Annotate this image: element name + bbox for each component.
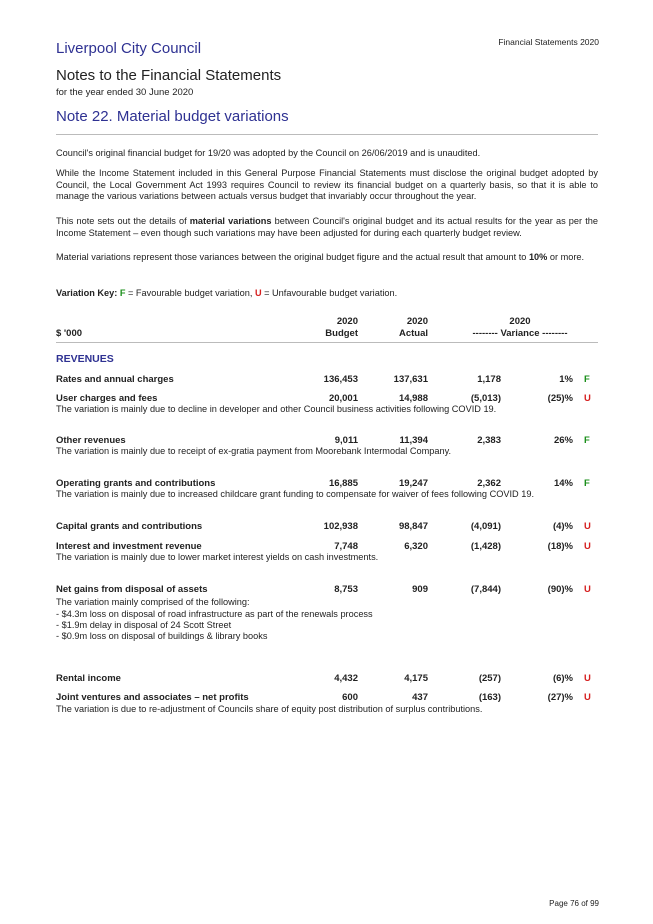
- row-interest-desc: The variation is mainly due to lower market interest yields on cash investments.: [56, 552, 379, 562]
- council-name: Liverpool City Council: [56, 40, 202, 57]
- row-net-gains-flag: U: [584, 584, 591, 595]
- row-user-charges-variance: (5,013): [470, 393, 501, 404]
- key-favourable-text: = Favourable budget variation,: [125, 288, 255, 298]
- row-rental-variance: (257): [478, 673, 501, 684]
- row-interest-pct: (18)%: [547, 541, 573, 552]
- row-operating-grants-flag: F: [584, 478, 590, 489]
- row-joint-ventures-variance: (163): [478, 692, 501, 703]
- row-other-revenues-budget: 9,011: [334, 435, 358, 446]
- row-other-revenues-pct: 26%: [553, 435, 573, 446]
- row-interest-budget: 7,748: [334, 541, 358, 552]
- row-rental-label: Rental income: [56, 673, 121, 684]
- p4-text-a: Material variations represent those variances between the original budget figure and the actual result that amount to: [56, 252, 529, 262]
- row-other-revenues-label: Other revenues: [56, 435, 126, 446]
- row-capital-grants-pct: (4)%: [552, 521, 573, 532]
- row-net-gains-variance: (7,844): [470, 584, 501, 595]
- intro-paragraph-1: Council's original financial budget for 19/20 was adopted by the Council on 26/06/2019 and is unaudited.: [56, 148, 481, 158]
- intro-paragraph-4: [56, 252, 598, 264]
- row-rental-actual: 4,175: [404, 673, 428, 684]
- budget-header: Budget: [325, 328, 358, 339]
- p4-bold: 10%: [528, 252, 548, 262]
- p3-text-c: between Council's original budget and its actual results for the year as per the Income Statement – even though such variations may have been adjusted for during each quarterly budget review.: [56, 216, 598, 238]
- row-rates-label: Rates and annual charges: [56, 374, 174, 385]
- row-rates-variance: 1,178: [477, 374, 501, 385]
- variation-key: [56, 288, 598, 300]
- row-rates-budget: 136,453: [323, 374, 358, 385]
- row-capital-grants-flag: U: [584, 521, 591, 532]
- revenues-heading: REVENUES: [56, 353, 114, 365]
- row-rental-pct: (6)%: [552, 673, 573, 684]
- row-other-revenues-actual: 11,394: [399, 435, 428, 446]
- intro-paragraph-3: [56, 216, 598, 239]
- row-operating-grants-variance: 2,362: [477, 478, 501, 489]
- row-rates-actual: 137,631: [393, 374, 428, 385]
- row-net-gains-label: Net gains from disposal of assets: [56, 584, 208, 595]
- row-joint-ventures-label: Joint ventures and associates – net profits: [56, 692, 249, 703]
- row-other-revenues-flag: F: [584, 435, 590, 446]
- row-operating-grants-budget: 16,885: [328, 478, 358, 489]
- row-capital-grants-variance: (4,091): [470, 521, 501, 532]
- actual-header: Actual: [398, 328, 428, 339]
- row-rental-budget: 4,432: [334, 673, 358, 684]
- period-subtitle: for the year ended 30 June 2020: [56, 87, 194, 98]
- row-joint-ventures-flag: U: [584, 692, 591, 703]
- row-user-charges-flag: U: [584, 393, 591, 404]
- row-other-revenues-variance: 2,383: [477, 435, 501, 446]
- p3-text-a: This note sets out the details of: [56, 216, 190, 226]
- table-header-divider: [56, 342, 598, 343]
- key-favourable-flag: F: [119, 288, 126, 298]
- intro-paragraph-2: While the Income Statement included in this General Purpose Financial Statements must disclose the original budget adopted by Council, the Local Government Act 1993 requires Council to review its financial budget on a quarterly basis, so that it is able to manage the various variations between actuals versus budget that invariably occur throughout the year.: [56, 168, 598, 202]
- row-user-charges-label: User charges and fees: [56, 393, 158, 404]
- row-interest-actual: 6,320: [404, 541, 428, 552]
- row-user-charges-actual: 14,988: [398, 393, 428, 404]
- net-gains-bullet-1: - $4.3m loss on disposal of road infrastructure as part of the renewals process: [56, 609, 373, 619]
- row-user-charges-budget: 20,001: [328, 393, 358, 404]
- row-joint-ventures-desc: The variation is due to re-adjustment of Councils share of equity post distribution of surplus contributions.: [56, 704, 483, 714]
- key-unfavourable-text: = Unfavourable budget variation.: [261, 288, 398, 298]
- key-unfavourable-flag: U: [254, 288, 262, 298]
- row-capital-grants-budget: 102,938: [323, 521, 358, 532]
- row-interest-label: Interest and investment revenue: [56, 541, 202, 552]
- note-title: Note 22. Material budget variations: [56, 108, 289, 125]
- header-divider: [56, 134, 598, 135]
- row-net-gains-actual: 909: [412, 584, 428, 595]
- row-interest-flag: U: [584, 541, 591, 552]
- budget-year: 2020: [336, 316, 358, 327]
- unit-label: $ '000: [56, 328, 83, 339]
- row-operating-grants-label: Operating grants and contributions: [56, 478, 216, 489]
- row-other-revenues-desc: The variation is mainly due to receipt of ex-gratia payment from Moorebank Intermodal Company.: [56, 446, 452, 456]
- row-joint-ventures-actual: 437: [412, 692, 428, 703]
- row-capital-grants-label: Capital grants and contributions: [56, 521, 203, 532]
- statement-label: Financial Statements 2020: [498, 37, 599, 47]
- actual-year: 2020: [406, 316, 428, 327]
- variance-year: 2020: [509, 316, 531, 327]
- row-rates-pct: 1%: [559, 374, 573, 385]
- row-rates-flag: F: [584, 374, 590, 385]
- row-net-gains-budget: 8,753: [334, 584, 358, 595]
- row-operating-grants-actual: 19,247: [398, 478, 428, 489]
- row-operating-grants-desc: The variation is mainly due to increased childcare grant funding to compensate for waiver of fees following COVID 19.: [56, 489, 534, 499]
- net-gains-bullet-3: - $0.9m loss on disposal of buildings & library books: [56, 631, 268, 641]
- net-gains-bullet-2: - $1.9m delay in disposal of 24 Scott Street: [56, 620, 232, 630]
- row-capital-grants-actual: 98,847: [398, 521, 428, 532]
- key-label: Variation Key:: [56, 288, 120, 298]
- row-user-charges-desc: The variation is mainly due to decline in developer and other Council business activities following COVID 19.: [56, 404, 497, 414]
- row-operating-grants-pct: 14%: [553, 478, 573, 489]
- row-joint-ventures-budget: 600: [342, 692, 358, 703]
- row-rental-flag: U: [584, 673, 591, 684]
- row-net-gains-pct: (90)%: [547, 584, 573, 595]
- row-user-charges-pct: (25)%: [547, 393, 573, 404]
- row-net-gains-desc: The variation mainly comprised of the following:: [56, 597, 250, 607]
- row-joint-ventures-pct: (27)%: [547, 692, 573, 703]
- page-number: Page 76 of 99: [549, 899, 599, 908]
- row-interest-variance: (1,428): [470, 541, 501, 552]
- p4-text-c: or more.: [547, 252, 585, 262]
- p3-bold: material variations: [189, 216, 272, 226]
- variance-header: -------- Variance --------: [472, 328, 568, 339]
- notes-title: Notes to the Financial Statements: [56, 67, 282, 84]
